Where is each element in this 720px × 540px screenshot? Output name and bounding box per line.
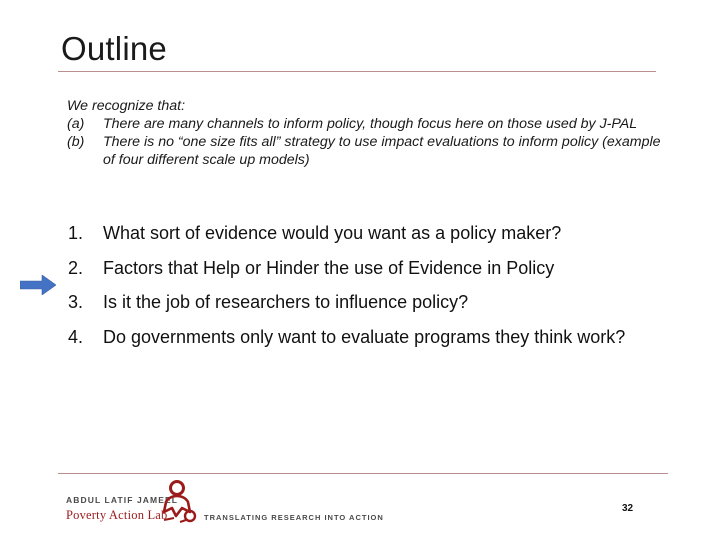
logo-line-1: ABDUL LATIF JAMEEL	[66, 495, 179, 505]
intro-item-marker: (b)	[67, 134, 85, 150]
question-number: 2.	[68, 258, 84, 278]
question-text: Is it the job of researchers to influence policy?	[103, 292, 469, 312]
question-text: Factors that Help or Hinder the use of Evidence in Policy	[103, 258, 555, 278]
slide-title: Outline	[61, 30, 167, 67]
list-item	[68, 326, 643, 349]
list-item	[68, 222, 643, 245]
right-arrow-icon	[20, 275, 56, 295]
footer-divider	[58, 473, 668, 474]
question-number: 3.	[68, 292, 84, 312]
list-item	[68, 291, 643, 314]
intro-item-text: There is no “one size fits all” strategy to use impact evaluations to inform policy (example of four different scale up models)	[103, 134, 661, 168]
page-number: 32	[622, 503, 634, 514]
question-text: What sort of evidence would you want as a policy maker?	[103, 223, 562, 243]
logo-line-2: Poverty Action Lab	[66, 508, 168, 522]
question-number: 1.	[68, 223, 84, 243]
intro-item-text: There are many channels to inform policy, though focus here on those used by J-PAL	[103, 116, 638, 132]
tagline: TRANSLATING RESEARCH INTO ACTION	[204, 513, 384, 522]
intro-lead: We recognize that:	[67, 98, 186, 114]
intro-item-b	[67, 133, 667, 169]
question-text: Do governments only want to evaluate programs they think work?	[103, 327, 626, 347]
intro-item-marker: (a)	[67, 116, 85, 132]
list-item-current	[68, 257, 643, 280]
intro-item-a	[67, 115, 667, 133]
title-divider	[58, 71, 656, 72]
intro-block	[67, 97, 667, 169]
question-number: 4.	[68, 327, 84, 347]
jpal-emblem-icon	[160, 478, 200, 524]
